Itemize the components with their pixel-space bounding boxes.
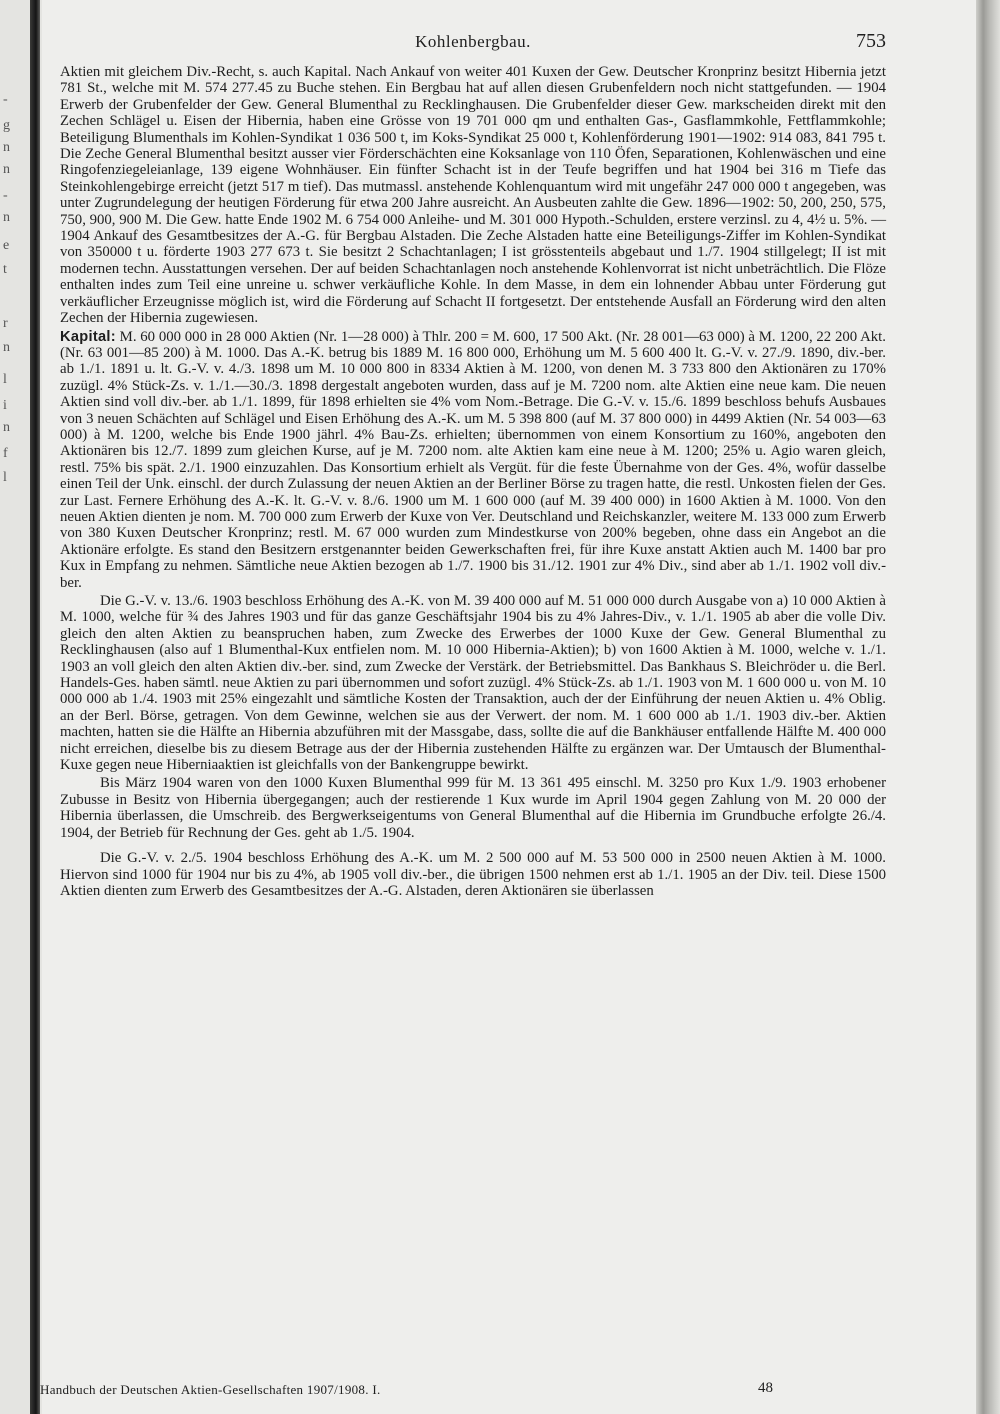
- margin-fragment: -: [3, 92, 8, 107]
- margin-fragment: f: [3, 446, 8, 461]
- margin-fragment: n: [3, 340, 10, 355]
- paragraph-kapital: [60, 329, 886, 592]
- page-number: 753: [856, 30, 886, 52]
- previous-page-edge: [0, 0, 42, 1414]
- footer-source: Handbuch der Deutschen Aktien-Gesellschaften 1907/1908. I.: [40, 1382, 381, 1397]
- paragraph-text: Die G.-V. v. 2./5. 1904 beschloss Erhöhung des A.-K. um M. 2 500 000 auf M. 53 500 000 in 2500 neuen Aktien à M. 1000. Hiervon sind 1000 für 1904 nur bis zu 4%, ab 1905 voll div.-ber., die übrigen 1500 nehmen erst ab 1./1. 1905 an der Div. teil. Diese 1500 Aktien dienten zum Erwerb des Gesamtbesitzes der A.-G. Alstaden, deren Aktionären sie überlassen: [60, 850, 886, 899]
- paragraph-gv-1904: [60, 850, 886, 899]
- margin-fragment: g: [3, 118, 10, 133]
- paragraph-text: Bis März 1904 waren von den 1000 Kuxen Blumenthal 999 für M. 13 361 495 einschl. M. 3250 pro Kux 1./9. 1903 erhobener Zubusse in Besitz von Hibernia übergegangen; auch der restierende 1 Kux wurde im April 1904 gegen Zahlung von M. 20 000 der Hibernia überlassen, die Umschreib. des Bergwerkseigentums von General Blumenthal auf die Hibernia im Grundbuche erfolgte 26./4. 1904, der Betrieb für Rechnung der Ges. geht ab 1./5. 1904.: [60, 775, 886, 841]
- paragraph-text: M. 60 000 000 in 28 000 Aktien (Nr. 1—28 000) à Thlr. 200 = M. 600, 17 500 Akt. (Nr. 28 001—63 000) à M. 1200, 22 200 Akt. (Nr. 63 001—85 200) à M. 1000. Das A.-K. betrug bis 1889 M. 16 800 000, Erhöhung um M. 5 600 400 lt. G.-V. v. 27./9. 1890, div.-ber. ab 1./1. 1891 u. lt. G.-V. v. 4./3. 1898 um M. 10 000 800 in 8334 Aktien à M. 1200, von denen M. 3 733 800 den Aktionären zu 170% zuzügl. 4% Stück-Zs. v. 1./1.—30./3. 1898 dergestalt angeboten wurden, dass auf je M. 7200 nom. alte Aktien eine neue kam. Die neuen Aktien sind voll div.-ber. ab 1./1. 1899, für 1898 erhielten sie 4% vom Nom.-Betrage. Die G.-V. v. 15./6. 1899 beschloss behufs Ausbaues von 3 neuen Schächten auf Schlägel und Eisen Erhöhung des A.-K. um M. 5 398 800 (auf M. 37 800 000) in 4499 Aktien (Nr. 54 003—63 000) à M. 1200, welche bis Ende 1900 jährl. 4% Bau-Zs. erhielten; übernommen von einem Konsortium zu 160%, angeboten den Aktionären bis 12./7. 1899 zum gleichen Kurse, auf je M. 7200 nom. alte Aktien kam eine neue à M. 1200; 25% u. Agio waren gleich, restl. 75% bis spät. 2./1. 1900 einzuzahlen. Das Konsortium erhielt als Vergüt. für die feste Übernahme von der Ges. 4%, wofür dasselbe einen Teil der Unk. einschl. der durch Zulassung der neuen Aktien an der Berliner Börse zu tragen hatte, die restl. Unkosten fielen der Ges. zur Last. Fernere Erhöhung des A.-K. lt. G.-V. v. 8./6. 1900 um M. 1 600 000 (auf M. 39 400 000) in 1600 Aktien à M. 1000. Von den neuen Aktien dienten je nom. M. 700 000 zum Erwerb der Kuxe von Ver. Deutschland und Reichskanzler, weitere M. 133 000 zum Erwerb von 380 Kuxen Deutscher Kronprinz; restl. M. 67 000 wurden zum Mindestkurse von 200% begeben, ohne dass ein Angebot an die Aktionäre erfolgte. Es stand den Besitzern erstgenannter beiden Gewerkschaften frei, für ihre Kuxe anstatt Aktien auch M. 1400 bar pro Kux in Empfang zu nehmen. Sämtliche neue Aktien bezogen ab 1./7. 1900 bis 31./12. 1901 zur 4% Div., sind aber ab 1./1. 1902 voll div.-ber.: [60, 328, 886, 591]
- margin-fragment: n: [3, 420, 10, 435]
- margin-fragment: n: [3, 162, 10, 177]
- page-header: [60, 30, 886, 64]
- paragraph-blumenthal-kuxe: [60, 775, 886, 841]
- margin-fragment: l: [3, 470, 7, 485]
- paragraph-hibernia-acquisitions: [60, 64, 886, 327]
- running-title: Kohlenbergbau.: [415, 32, 531, 51]
- paragraph-text: Die G.-V. v. 13./6. 1903 beschloss Erhöhung des A.-K. von M. 39 400 000 auf M. 51 000 000 durch Ausgabe von a) 10 000 Aktien à M. 1000, welche für ¾ des Jahres 1903 und für das ganze Geschäftsjahr 1904 bis zu 4% Jahres-Div., v. 1./1. 1905 ab aber die volle Div. gleich den alten Aktien zu beanspruchen haben, zum Zwecke des Erwerbes der 1000 Kuxe der Gew. General Blumenthal zu Recklinghausen (also auf 1 Blumenthal-Kux entfielen nom. M. 10 000 Hibernia-Aktien); b) von 1600 Aktien à M. 1000, welche v. 1./1. 1903 an voll gleich den alten Aktien div.-ber. sind, zum Zwecke der Verstärk. der Betriebsmittel. Das Bankhaus S. Bleichröder u. die Berl. Handels-Ges. haben sämtl. neue Aktien zu pari übernommen und sofort zuzügl. 4% Stück-Zs. ab 1./1. 1903 von M. 1 600 000 u. von M. 10 000 000 ab 1./4. 1903 mit 25% eingezahlt und sämtliche Kosten der Transaktion, auch der der Einführung der neuen Aktien u. 4% Oblig. an der Berl. Börse, getragen. Von dem Gewinne, welchen sie aus der Verwert. der nom. M. 1 600 000 ab 1./1. 1903 div.-ber. Aktien machten, hatten sie die Hälfte an Hibernia abzuführen mit der Massgabe, dass, sollte die auf die Bankhäuser entfallende Hälfte M. 400 000 nicht erreichen, dieselbe bis zu diesem Betrage aus der der Hibernia zustehenden Hälfte zu ergänzen war. Der Umtausch der Blumenthal-Kuxe gegen neue Hiberniaaktien ist gleichfalls von der Bankengruppe bewirkt.: [60, 593, 886, 774]
- margin-fragment: e: [3, 238, 10, 253]
- document-page: [60, 30, 886, 901]
- margin-fragment: -: [3, 188, 8, 203]
- section-lead-kapital: Kapital:: [60, 328, 116, 345]
- margin-fragment: l: [3, 372, 7, 387]
- margin-fragment: n: [3, 210, 10, 225]
- footer-signature: 48: [758, 1380, 773, 1396]
- margin-fragment: i: [3, 398, 7, 413]
- body-text: [60, 64, 886, 899]
- margin-fragment: r: [3, 316, 8, 331]
- margin-fragment: t: [3, 262, 7, 277]
- page-footer: [40, 1380, 800, 1400]
- book-gutter-shadow: [30, 0, 40, 1414]
- paragraph-gv-1903: [60, 593, 886, 773]
- page-edge-right: [976, 0, 1000, 1414]
- margin-fragment: n: [3, 140, 10, 155]
- paragraph-gap: [60, 843, 886, 850]
- paragraph-text: Aktien mit gleichem Div.-Recht, s. auch Kapital. Nach Ankauf von weiter 401 Kuxen der Gew. Deutscher Kronprinz besitzt Hibernia jetzt 781 St., welche mit M. 574 277.45 zu Buche stehen. Ein Bergbau hat auf allen diesen Grubenfeldern noch nicht stattgefunden. — 1904 Erwerb der Grubenfelder der Gew. General Blumenthal zu Recklinghausen. Die Grubenfelder dieser Gew. markscheiden direkt mit den Zechen Schlägel u. Eisen der Hibernia, haben eine Grösse von 19 701 000 qm und enthalten Gas-, Gasflammkohle, Fettflammkohle; Beteiligung Blumenthals im Kohlen-Syndikat 1 036 500 t, im Koks-Syndikat 25 000 t, Kohlenförderung 1901—1902: 914 083, 841 795 t. Die Zeche General Blumenthal besitzt ausser vier Förderschächten eine Koksanlage von 110 Öfen, Separationen, Kohlenwäschen und eine Ringofenziegeleianlage, 139 eigene Wohnhäuser. Ein fünfter Schacht ist in der Teufe begriffen und hat 1904 bei 316 m Tiefe das Steinkohlengebirge erreicht (jetzt 517 m tief). Das mutmassl. anstehende Kohlenquantum wird mit ungefähr 247 000 000 t angegeben, was unter Zugrundelegung der heutigen Förderung für etwa 200 Jahre ausreicht. An Ausbeuten zahlte die Gew. 1896—1902: 50, 200, 250, 575, 750, 900, 900 M. Die Gew. hatte Ende 1902 M. 6 754 000 Anleihe- und M. 301 000 Hypoth.-Schulden, erstere verzinsl. zu 4, 4½ u. 5%. — 1904 Ankauf des Gesamtbesitzes der A.-G. für Bergbau Alstaden. Die Zeche Alstaden hatte eine Beteiligungs-Ziffer im Kohlen-Syndikat von 350000 t u. förderte 1903 277 673 t. Sie besitzt 2 Schachtanlagen; I ist grösstenteils abgebaut und 1./7. 1904 stillgelegt; II ist mit modernen techn. Ausstattungen versehen. Der auf beiden Schachtanlagen noch anstehende Kohlenvorrat ist nicht unbeträchtlich. Die Flöze enthalten indes zum Teil eine unreine u. schwer verkäufliche Kohle. In dem Masse, in dem ein lohnender Abbau unter Förderung gut verkäuflicher Erzeugnisse möglich ist, wird die Förderung auf Schacht II fortgesetzt. Der entstehende Ausfall an Förderung wird den alten Zechen der Hibernia zugewiesen.: [60, 64, 886, 327]
